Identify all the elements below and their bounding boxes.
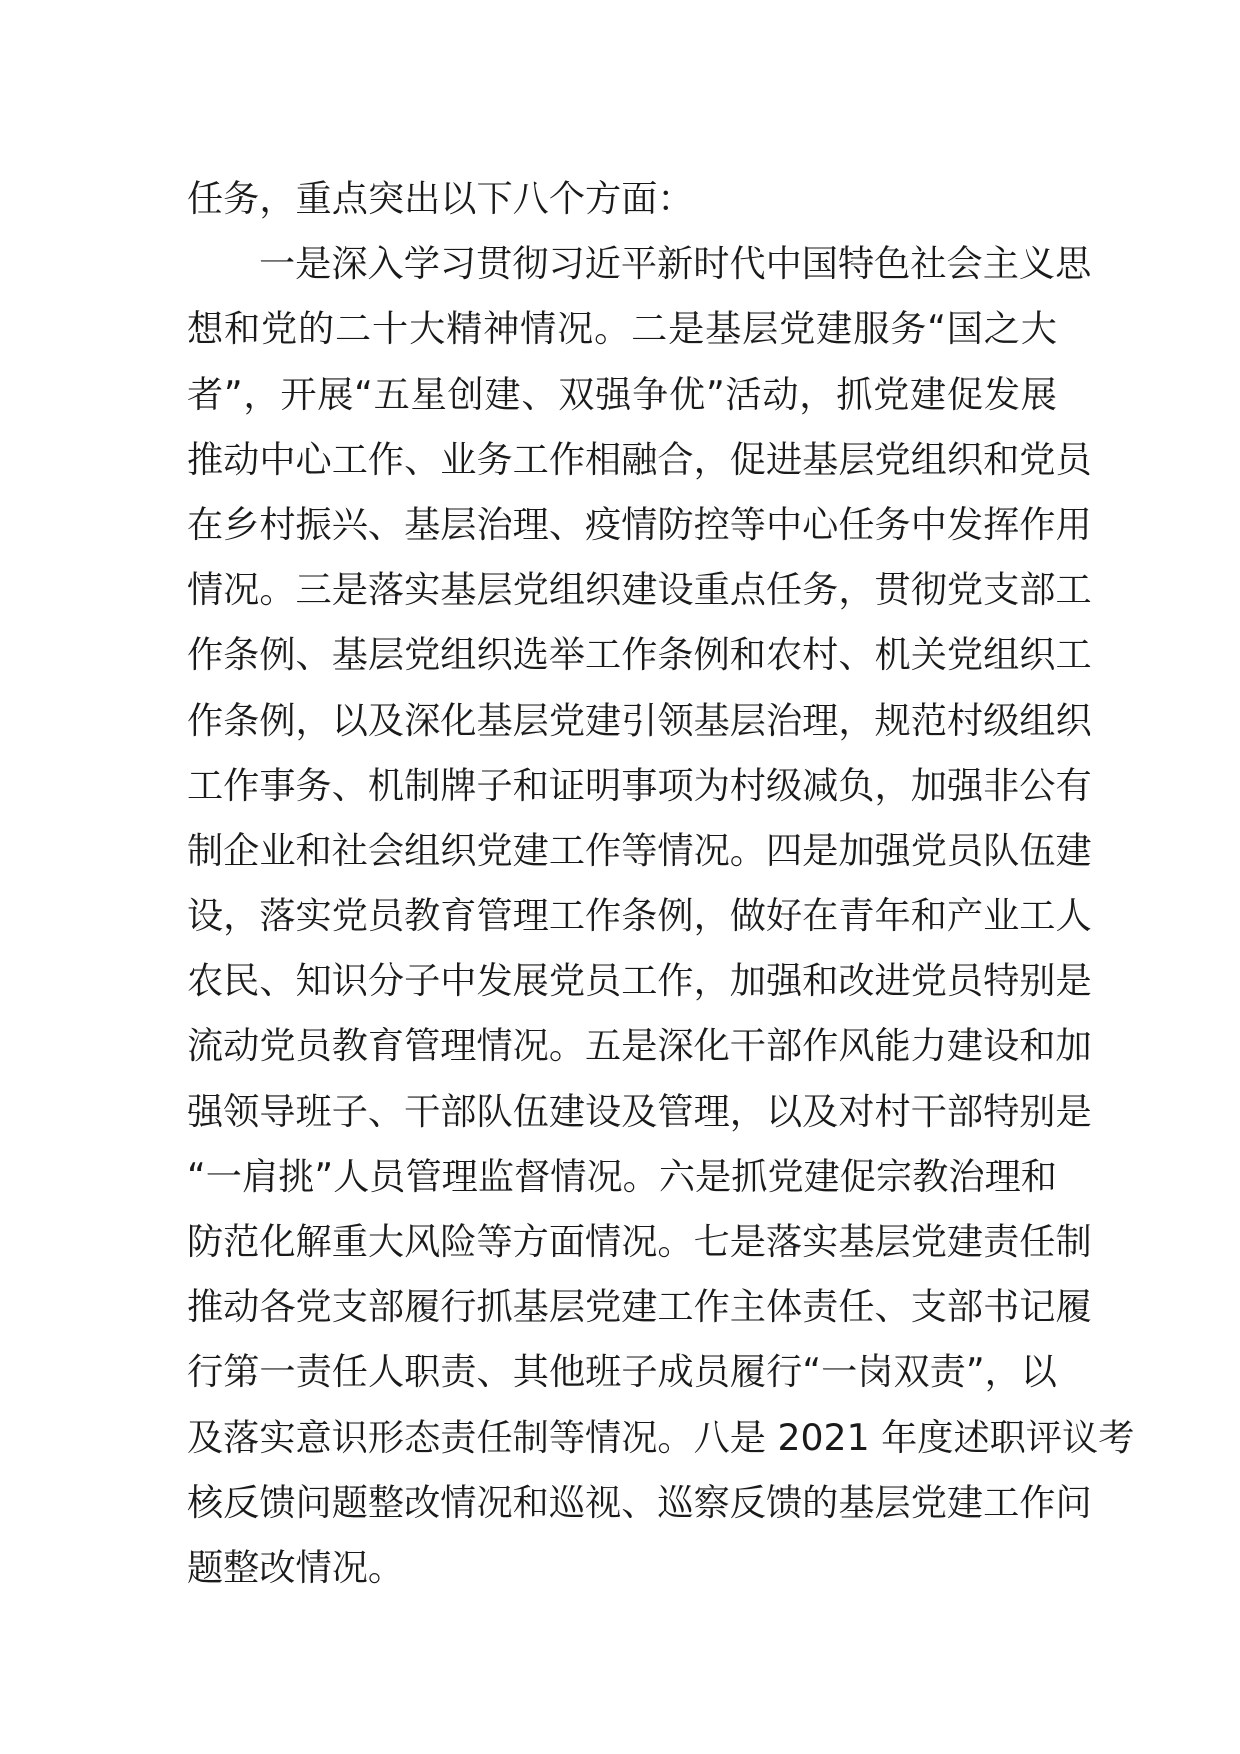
text-line: 情况。三是落实基层党组织建设重点任务，贯彻党支部工: [187, 568, 1092, 612]
text-line: 任务，重点突出以下八个方面：: [187, 177, 694, 220]
text-line: 设，落实党员教育管理工作条例，做好在青年和产业工人: [187, 894, 1092, 938]
text-line: 作条例，以及深化基层党建引领基层治理，规范村级组织: [187, 698, 1092, 742]
document-body: [187, 166, 1135, 1600]
text-line: 者”，开展“五星创建、双强争优”活动，抓党建促发展: [187, 372, 1057, 416]
text-line: 农民、知识分子中发展党员工作，加强和改进党员特别是: [187, 959, 1092, 1003]
text-line: 推动中心工作、业务工作相融合，促进基层党组织和党员: [187, 437, 1092, 481]
text-line: 在乡村振兴、基层治理、疫情防控等中心任务中发挥作用: [187, 502, 1092, 546]
text-line: 流动党员教育管理情况。五是深化干部作风能力建设和加: [187, 1024, 1092, 1068]
text-line: 题整改情况。: [187, 1545, 405, 1589]
text-line: 想和党的二十大精神情况。二是基层党建服务“国之大: [187, 307, 1057, 351]
text-line: 推动各党支部履行抓基层党建工作主体责任、支部书记履: [187, 1285, 1092, 1329]
text-line: 及落实意识形态责任制等情况。八是 2021 年度述职评议考: [187, 1415, 1135, 1459]
text-line: “一肩挑”人员管理监督情况。六是抓党建促宗教治理和: [187, 1154, 1057, 1198]
text-line: 制企业和社会组织党建工作等情况。四是加强党员队伍建: [187, 828, 1092, 872]
text-line: 核反馈问题整改情况和巡视、巡察反馈的基层党建工作问: [187, 1480, 1092, 1524]
paragraph-first-line: 一是深入学习贯彻习近平新时代中国特色社会主义思: [259, 242, 1092, 286]
text-line: 工作事务、机制牌子和证明事项为村级减负，加强非公有: [187, 763, 1092, 807]
text-line: 防范化解重大风险等方面情况。七是落实基层党建责任制: [187, 1220, 1092, 1263]
text-line: 作条例、基层党组织选举工作条例和农村、机关党组织工: [187, 633, 1092, 677]
text-line: 强领导班子、干部队伍建设及管理，以及对村干部特别是: [187, 1089, 1092, 1133]
text-line: 行第一责任人职责、其他班子成员履行“一岗双责”，以: [187, 1350, 1057, 1394]
